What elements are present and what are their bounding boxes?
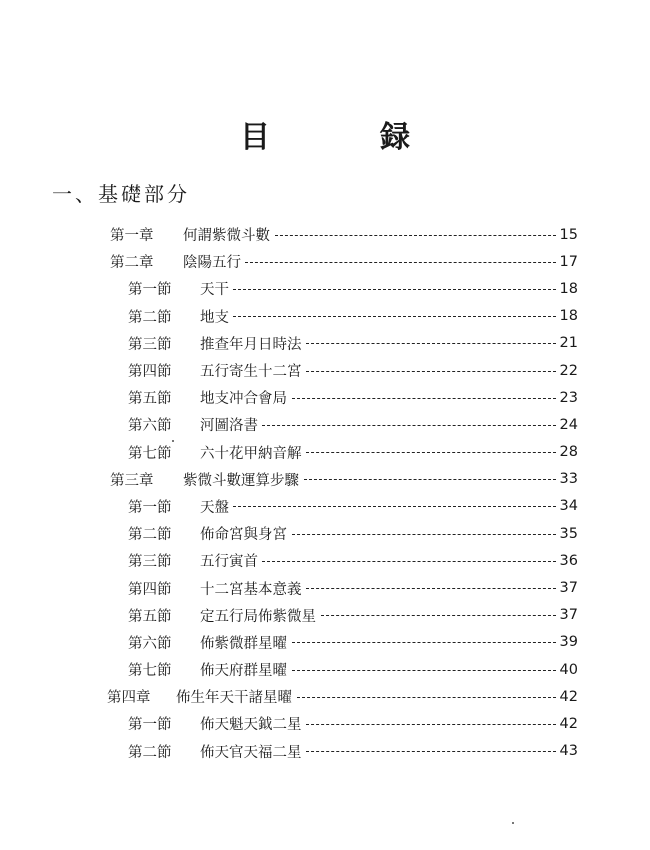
page-number: 28 [559, 444, 578, 461]
chapter-number: 第一章 [110, 228, 154, 245]
leader-dashes [306, 588, 556, 589]
section-title: 五行寄生十二宮 [200, 364, 302, 381]
chapter-title: 陰陽五行 [183, 255, 241, 272]
toc-entry [0, 248, 650, 275]
section-number: 第二節 [128, 744, 172, 761]
page-number: 34 [559, 498, 578, 515]
section-number: 第二節 [128, 309, 172, 326]
toc-entry [0, 493, 650, 520]
leader-dashes [275, 235, 556, 236]
page-number: 40 [559, 661, 578, 678]
chapter-number: 第二章 [110, 255, 154, 272]
page-number: 37 [559, 607, 578, 624]
page-number: 39 [559, 634, 578, 651]
leader-dashes [292, 670, 556, 671]
toc-entry [0, 520, 650, 547]
leader-dashes [262, 561, 556, 562]
section-title: 河圖洛書 [200, 418, 258, 435]
section-title: 天干 [200, 282, 229, 299]
section-number: 第二節 [128, 527, 172, 544]
section-number: 第四節 [128, 364, 172, 381]
page-number: 42 [559, 715, 578, 732]
toc-entry [0, 330, 650, 357]
toc-entry [0, 547, 650, 574]
leader-dashes [306, 371, 556, 372]
toc-entry [0, 439, 650, 466]
section-title: 佈命宮與身宮 [200, 527, 287, 544]
section-number: 第一節 [128, 499, 172, 516]
leader-dashes [306, 343, 556, 344]
toc-entry [0, 602, 650, 629]
toc-entry [0, 683, 650, 710]
leader-dashes [262, 425, 556, 426]
toc-entry [0, 629, 650, 656]
section-title: 定五行局佈紫微星 [200, 608, 316, 625]
page-number: 17 [559, 253, 578, 270]
section-title: 推查年月日時法 [200, 336, 302, 353]
leader-dashes [306, 452, 556, 453]
section-number: 第三節 [128, 336, 172, 353]
leader-dashes [304, 479, 556, 480]
table-of-contents [0, 221, 650, 765]
leader-dashes [306, 724, 556, 725]
page-number: 24 [559, 416, 578, 433]
section-title: 天盤 [200, 499, 229, 516]
leader-dashes [233, 289, 556, 290]
section-number: 第七節 [128, 663, 172, 680]
chapter-number: 第四章 [107, 690, 151, 707]
chapter-title: 佈生年天干諸星曜 [176, 690, 292, 707]
leader-dashes [233, 506, 556, 507]
leader-dashes [321, 615, 556, 616]
section-number: 第六節 [128, 418, 172, 435]
page-number: 36 [559, 552, 578, 569]
page-number: 43 [559, 743, 578, 760]
section-title: 一、基礎部分 [52, 182, 190, 206]
page-number: 33 [559, 471, 578, 488]
toc-entry [0, 303, 650, 330]
page-number: 23 [559, 389, 578, 406]
page-number: 22 [559, 362, 578, 379]
section-title: 十二宮基本意義 [200, 581, 302, 598]
toc-entry [0, 357, 650, 384]
leader-dashes [306, 751, 556, 752]
page-number: 42 [559, 688, 578, 705]
print-speck [172, 440, 174, 442]
toc-entry [0, 738, 650, 765]
leader-dashes [292, 398, 556, 399]
page-number: 35 [559, 525, 578, 542]
page-title: 目 録 [240, 120, 450, 155]
section-title: 六十花甲納音解 [200, 445, 302, 462]
leader-dashes [292, 642, 556, 643]
section-title: 地支冲合會局 [200, 391, 287, 408]
section-number: 第一節 [128, 717, 172, 734]
leader-dashes [233, 316, 556, 317]
section-number: 第七節 [128, 445, 172, 462]
section-title: 佈天府群星曜 [200, 663, 287, 680]
section-title: 佈天官天福二星 [200, 744, 302, 761]
chapter-title: 何謂紫微斗數 [183, 228, 270, 245]
page-number: 15 [559, 226, 578, 243]
section-title: 五行寅首 [200, 554, 258, 571]
section-title: 地支 [200, 309, 229, 326]
toc-entry [0, 656, 650, 683]
chapter-number: 第三章 [110, 472, 154, 489]
page-number: 18 [559, 280, 578, 297]
section-number: 第五節 [128, 391, 172, 408]
section-title: 佈紫微群星曜 [200, 635, 287, 652]
leader-dashes [245, 262, 556, 263]
toc-entry [0, 466, 650, 493]
section-number: 第三節 [128, 554, 172, 571]
toc-entry [0, 574, 650, 601]
toc-entry [0, 221, 650, 248]
chapter-title: 紫微斗數運算步驟 [183, 472, 299, 489]
leader-dashes [297, 697, 556, 698]
section-number: 第一節 [128, 282, 172, 299]
section-title: 佈天魁天鉞二星 [200, 717, 302, 734]
page-number: 21 [559, 335, 578, 352]
page-number: 37 [559, 580, 578, 597]
toc-entry [0, 710, 650, 737]
section-number: 第五節 [128, 608, 172, 625]
toc-entry [0, 384, 650, 411]
print-speck [512, 822, 514, 824]
toc-entry [0, 411, 650, 438]
toc-entry [0, 275, 650, 302]
section-number: 第四節 [128, 581, 172, 598]
leader-dashes [292, 534, 556, 535]
section-number: 第六節 [128, 635, 172, 652]
page-number: 18 [559, 308, 578, 325]
